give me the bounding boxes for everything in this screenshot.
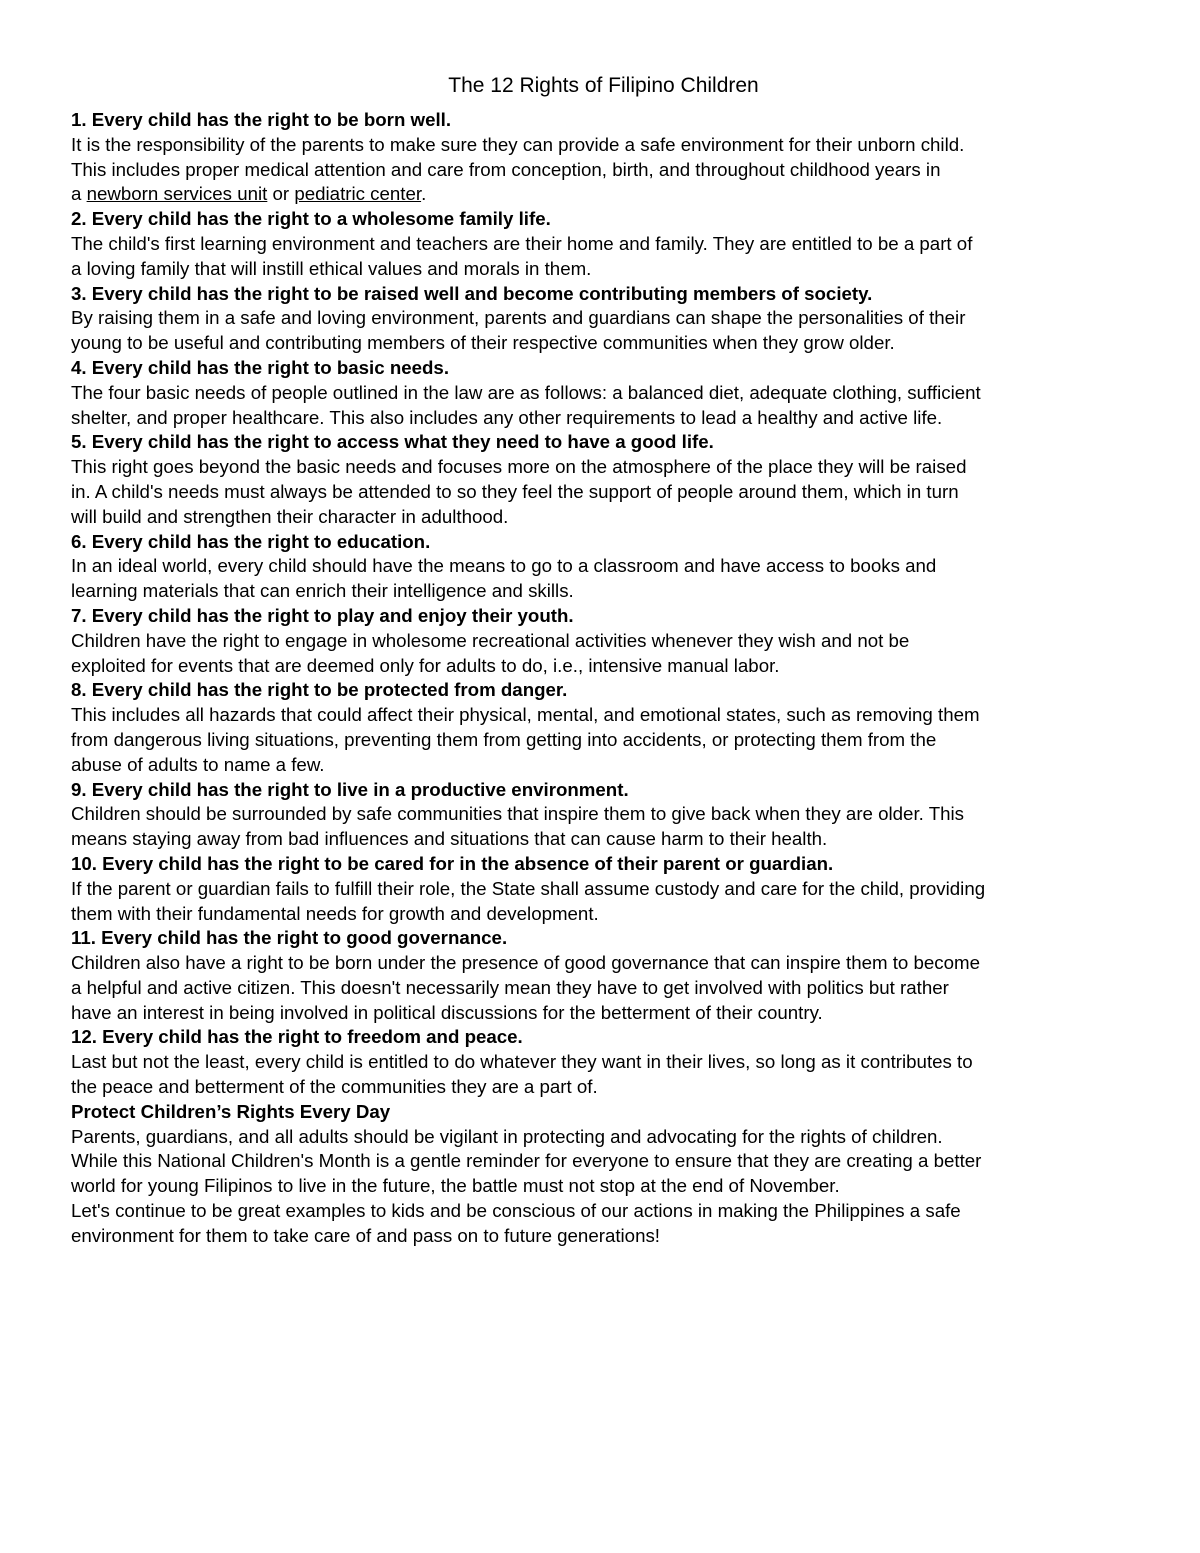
section-body [71,951,1136,1025]
right-section [71,207,1136,281]
body-line: young to be useful and contributing members of their respective communities when they grow older. [71,332,895,354]
body-line: means staying away from bad influences and situations that can cause harm to their health. [71,828,828,850]
body-line: exploited for events that are deemed only for adults to do, i.e., intensive manual labor. [71,654,780,676]
body-line: While this National Children's Month is a gentle reminder for everyone to ensure that they are creating a better [71,1150,982,1172]
line-prefix: a [71,183,87,205]
section-body [71,133,1136,207]
section-heading: 6. Every child has the right to education. [71,530,431,552]
section-body [71,455,1136,529]
body-line: By raising them in a safe and loving environment, parents and guardians can shape the personalities of their [71,307,966,329]
section-heading: 7. Every child has the right to play and enjoy their youth. [71,604,574,626]
right-section [71,282,1136,356]
section-heading: 10. Every child has the right to be cared for in the absence of their parent or guardian. [71,852,834,874]
section-heading: 5. Every child has the right to access what they need to have a good life. [71,431,714,453]
right-section [71,1025,1136,1099]
line-connector: or [267,183,295,205]
body-line: Let's continue to be great examples to kids and be conscious of our actions in making the Philippines a safe [71,1200,961,1222]
section-body [71,381,1136,431]
section-heading: 12. Every child has the right to freedom and peace. [71,1026,523,1048]
body-line: Children should be surrounded by safe communities that inspire them to give back when they are older. This [71,803,964,825]
right-section [71,604,1136,678]
body-line: This includes all hazards that could affect their physical, mental, and emotional states, such as removing them [71,704,980,726]
document-title: The 12 Rights of Filipino Children [448,74,759,97]
body-line: This includes proper medical attention and care from conception, birth, and throughout childhood years in [71,158,941,180]
right-section [71,530,1136,604]
section-heading: 9. Every child has the right to live in a productive environment. [71,778,629,800]
body-line: Children also have a right to be born under the presence of good governance that can inspire them to become [71,952,980,974]
newborn-services-unit-link[interactable]: newborn services unit [86,183,268,205]
section-heading: Protect Children’s Rights Every Day [71,1100,391,1122]
body-line: world for young Filipinos to live in the future, the battle must not stop at the end of November. [71,1175,840,1197]
section-body [71,232,1136,282]
body-line: them with their fundamental needs for growth and development. [71,902,599,924]
right-section [71,108,1136,207]
body-line: abuse of adults to name a few. [71,753,325,775]
section-heading: 8. Every child has the right to be protected from danger. [71,679,568,701]
right-section [71,430,1136,529]
section-heading: 2. Every child has the right to a wholesome family life. [71,208,551,230]
pediatric-center-link[interactable]: pediatric center [294,183,422,205]
right-section [71,678,1136,777]
section-body [71,306,1136,356]
section-body [71,629,1136,679]
body-line: shelter, and proper healthcare. This also includes any other requirements to lead a healthy and active life. [71,406,943,428]
body-line: learning materials that can enrich their intelligence and skills. [71,580,574,602]
section-heading: 11. Every child has the right to good governance. [71,927,508,949]
body-line: the peace and betterment of the communities they are a part of. [71,1076,598,1098]
right-section [71,356,1136,430]
body-line: The four basic needs of people outlined in the law are as follows: a balanced diet, adequate clothing, sufficient [71,381,981,403]
sections-container [71,108,1136,1249]
section-body [71,802,1136,852]
right-section [71,1100,1136,1249]
section-heading: 1. Every child has the right to be born well. [71,109,452,130]
section-body [71,1125,1136,1249]
section-heading: 4. Every child has the right to basic needs. [71,356,450,378]
section-body [71,1050,1136,1100]
body-line: have an interest in being involved in political discussions for the betterment of their country. [71,1001,823,1023]
body-line: Children have the right to engage in wholesome recreational activities whenever they wish and not be [71,629,910,651]
body-line: in. A child's needs must always be attended to so they feel the support of people around them, which in turn [71,480,959,502]
body-line: If the parent or guardian fails to fulfill their role, the State shall assume custody and care for the child, providing [71,877,986,899]
right-section [71,926,1136,1025]
body-line: environment for them to take care of and pass on to future generations! [71,1224,661,1246]
right-section [71,778,1136,852]
body-line: a helpful and active citizen. This doesn't necessarily mean they have to get involved with politics but rather [71,976,949,998]
section-body [71,703,1136,777]
body-line: This right goes beyond the basic needs and focuses more on the atmosphere of the place they will be raised [71,456,967,478]
section-body [71,877,1136,927]
body-line-with-links [71,182,1136,207]
document-page [71,70,1136,1249]
right-section [71,852,1136,926]
body-line: Parents, guardians, and all adults should be vigilant in protecting and advocating for the rights of children. [71,1125,943,1147]
section-heading: 3. Every child has the right to be raised well and become contributing members of society. [71,282,873,304]
body-line: It is the responsibility of the parents to make sure they can provide a safe environment for their unborn child. [71,133,965,155]
body-line: a loving family that will instill ethical values and morals in them. [71,257,592,279]
line-suffix: . [421,183,427,205]
section-body [71,554,1136,604]
body-line: Last but not the least, every child is entitled to do whatever they want in their lives, so long as it contributes to [71,1051,973,1073]
body-line: from dangerous living situations, preventing them from getting into accidents, or protecting them from the [71,728,937,750]
body-line: The child's first learning environment and teachers are their home and family. They are entitled to be a part of [71,232,973,254]
body-line: will build and strengthen their character in adulthood. [71,505,509,527]
body-line: In an ideal world, every child should have the means to go to a classroom and have access to books and [71,555,937,577]
